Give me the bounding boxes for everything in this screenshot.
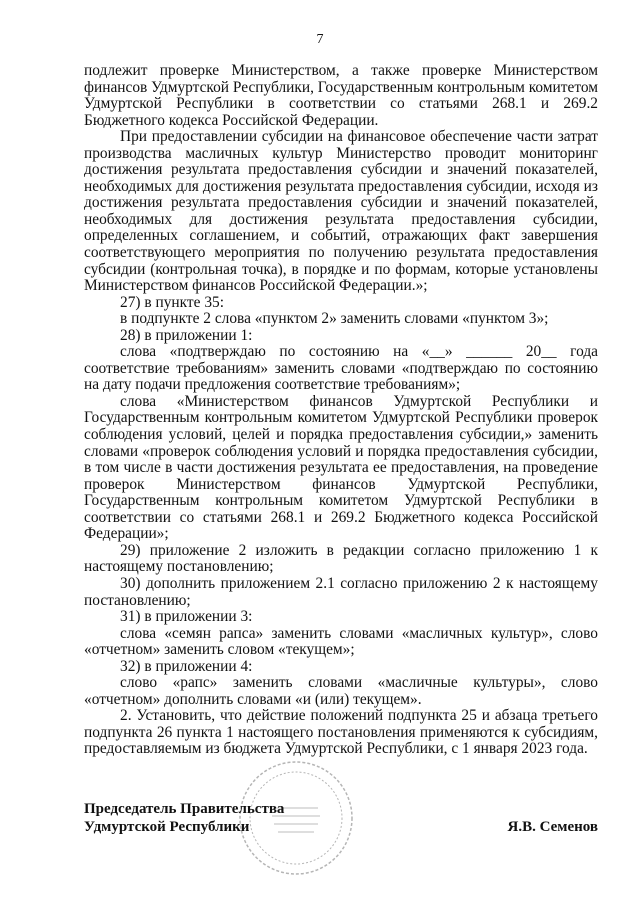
page-number: 7	[316, 32, 324, 47]
paragraph: 32) в приложении 4:	[120, 657, 253, 675]
paragraph: 31) в приложении 3:	[120, 608, 253, 626]
paragraph: слова «семян рапса» заменить словами «масличных культур», слово «отчетном» заменить словом «текущем»;	[84, 624, 598, 659]
paragraph: слова «подтверждаю по состоянию на «__» ______ 20__ года соответствие требованиям» заменить словами «подтверждаю по состоянию на дату подачи предложения соответствие требованиям»;	[84, 343, 598, 394]
paragraph: 28) в приложении 1:	[120, 326, 253, 344]
signatory-title-line: Председатель Правительства	[84, 801, 285, 817]
paragraph: 30) дополнить приложением 2.1 согласно приложению 2 к настоящему постановлению;	[84, 574, 598, 609]
paragraph: слова «Министерством финансов Удмуртской Республики и Государственным контрольным комитетом Удмуртской Республики проверок соблюдения условий, целей и порядка предоставления субсидии,» заменить словами «проверок соблюдения условий и порядка предоставления субсидии, в том числе в части достижения результата ее предоставления, на проведение проверок Министерством финансов Удмуртской Республики, Государственным контрольным комитетом Удмуртской Республики в соответствии со статьями 268.1 и 269.2 Бюджетного кодекса Российской Федерации»;	[84, 392, 598, 543]
paragraph: 2. Установить, что действие положений подпункта 25 и абзаца третьего подпункта 26 пункта 1 настоящего постановления применяются к субсидиям, предоставляемым из бюджета Удмуртской Республики, с 1 января 2023 года.	[84, 707, 598, 758]
paragraph: слово «рапс» заменить словами «масличные культуры», слово «отчетном» дополнить словами «и (или) текущем».	[84, 674, 598, 708]
signatory-title	[84, 800, 284, 836]
paragraph: 29) приложение 2 изложить в редакции согласно приложению 1 к настоящему постановлению;	[84, 541, 598, 576]
paragraph: 27) в пункте 35:	[120, 293, 224, 311]
paragraph: в подпункте 2 слова «пунктом 2» заменить словами «пунктом 3»;	[120, 310, 549, 328]
document-body	[84, 63, 598, 758]
signatory-title-line: Удмуртской Республики	[84, 819, 250, 835]
paragraph: подлежит проверке Министерством, а также проверке Министерством финансов Удмуртской Республики, Государственным контрольным комитетом Удмуртской Республики в соответствии со статьями 268.1 и 269.2 Бюджетного кодекса Российской Федерации.	[84, 62, 598, 129]
paragraph: При предоставлении субсидии на финансовое обеспечение части затрат производства масличных культур Министерство проводит мониторинг достижения результата предоставления субсидии и значений показателей, необходимых для достижения результата предоставления субсидии, исходя из достижения результата предоставления субсидии и значений показателей, необходимых для достижения результата предоставления субсидии, определенных соглашением, и событий, отражающих факт завершения соответствующего мероприятия по получению результата предоставления субсидии (контрольная точка), в порядке и по формам, которые установлены Министерством финансов Российской Федерации.»;	[84, 128, 598, 295]
signatory-name: Я.В. Семенов	[507, 819, 598, 835]
